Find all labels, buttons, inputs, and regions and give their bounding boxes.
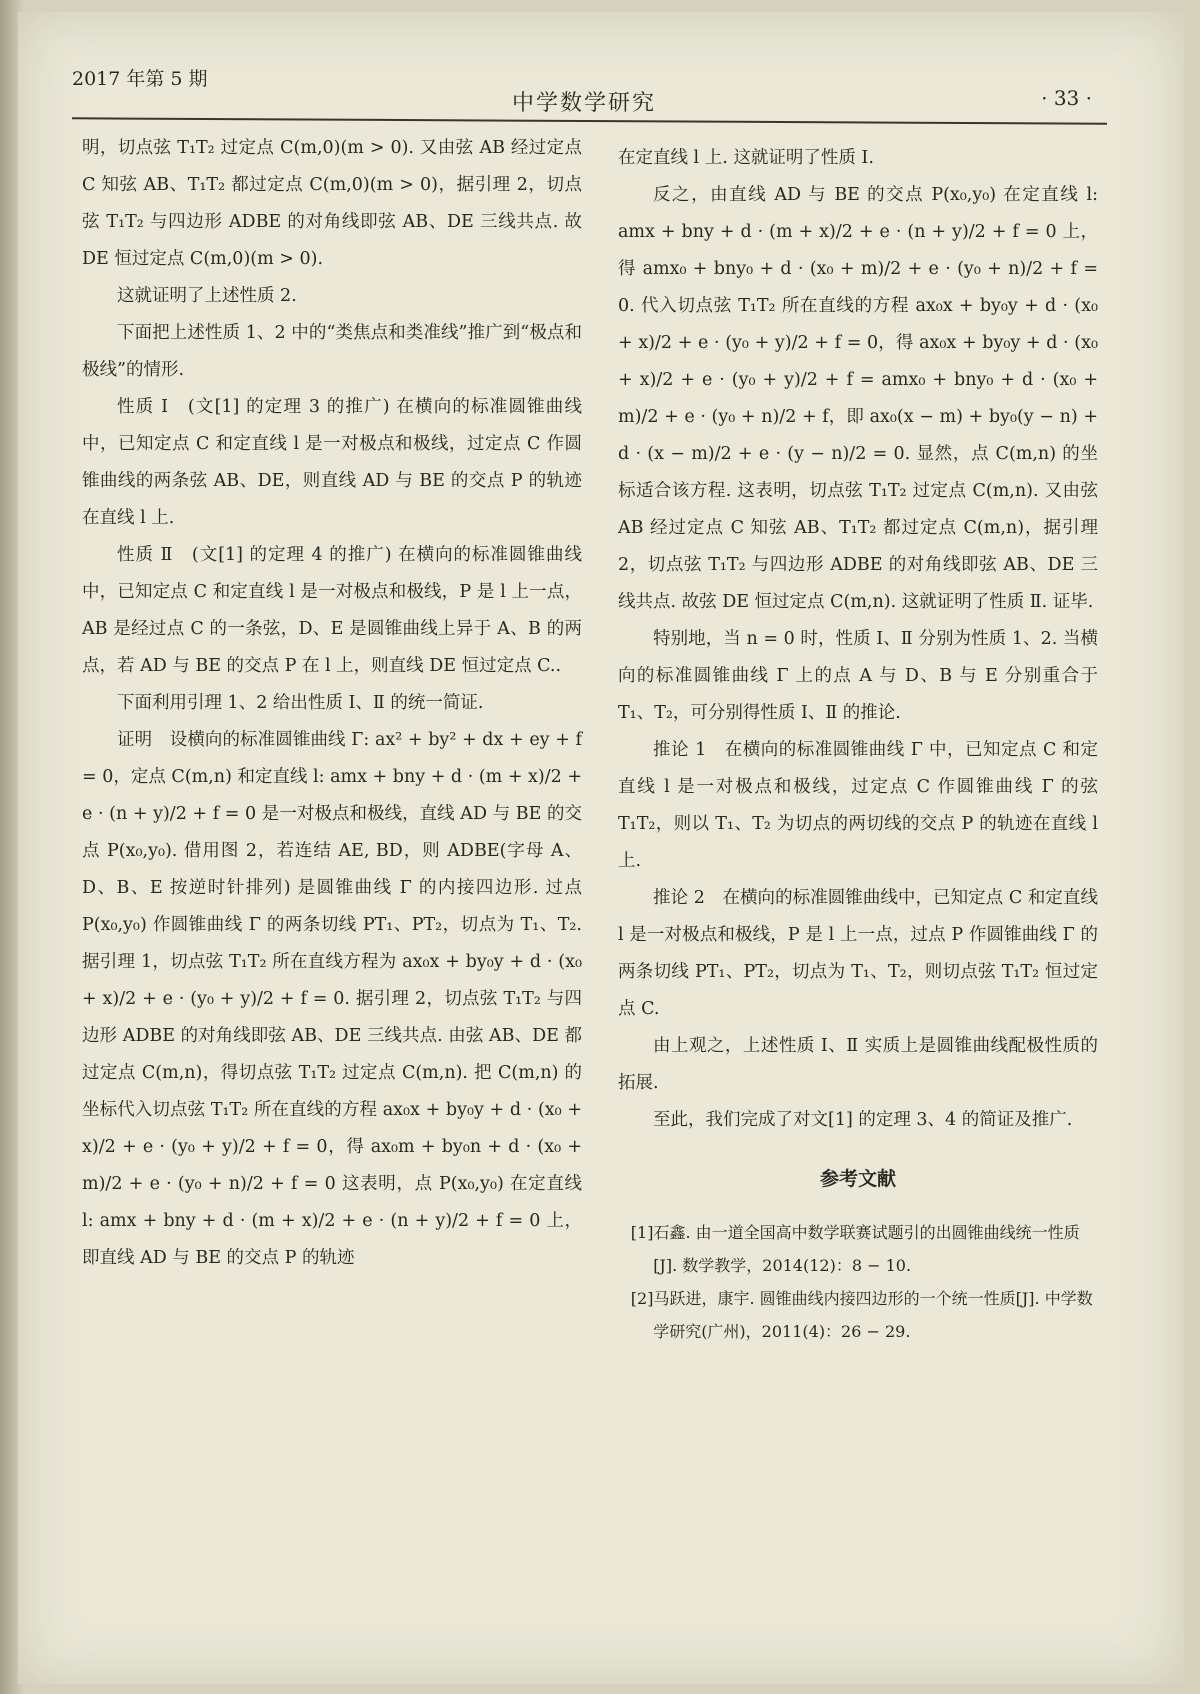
corollary-1: 推论 1 在横向的标准圆锥曲线 Γ 中，已知定点 C 和定直线 l 是一对极点和极线，过定点 C 作圆锥曲线 Γ 的弦 T₁T₂，则以 T₁、T₂ 为切点的两切线的交点 P 的轨迹在直线 l 上. bbox=[618, 740, 1098, 871]
paragraph: 特别地，当 n = 0 时，性质 Ⅰ、Ⅱ 分别为性质 1、2. 当横向的标准圆锥曲线 Γ 上的点 A 与 D、B 与 E 分别重合于 T₁、T₂，可分别得性质 Ⅰ、Ⅱ 的推论. bbox=[618, 629, 1098, 723]
right-column bbox=[618, 140, 1098, 1348]
journal-title: 中学数学研究 bbox=[512, 91, 657, 116]
reference-item: [1]石鑫. 由一道全国高中数学联赛试题引的出圆锥曲线统一性质[J]. 数学教学，2014(12)：8 − 10. bbox=[630, 1223, 1080, 1275]
paragraph: 至此，我们完成了对文[1] 的定理 3、4 的简证及推广. bbox=[653, 1110, 1073, 1130]
running-header bbox=[72, 58, 1102, 118]
property-2: 性质 Ⅱ (文[1] 的定理 4 的推广) 在横向的标准圆锥曲线中，已知定点 C 和定直线 l 是一对极点和极线，P 是 l 上一点，AB 是经过点 C 的一条弦，D、E 是圆锥曲线上异于 A、B 的两点，若 AD 与 BE 的交点 P 在 l 上，则直线 DE 恒过定点 C.. bbox=[82, 545, 582, 676]
paragraph: 明，切点弦 T₁T₂ 过定点 C(m,0)(m > 0). 又由弦 AB 经过定点 C 知弦 AB、T₁T₂ 都过定点 C(m,0)(m > 0)，据引理 2，切点弦 T₁T₂ 与四边形 ADBE 的对角线即弦 AB、DE 三线共点. 故 DE 恒过定点 C(m,0)(m > 0). bbox=[82, 138, 582, 269]
paragraph: 下面利用引理 1、2 给出性质 Ⅰ、Ⅱ 的统一简证. bbox=[117, 693, 484, 713]
paragraph: 反之，由直线 AD 与 BE 的交点 P(x₀,y₀) 在定直线 l: amx + bny + d · (m + x)/2 + e · (n + y)/2 + f = 0 上，得 amx₀ + bny₀ + d · (x₀ + m)/2 + e · (y₀ + n)/2 + f = 0. 代入切点弦 T₁T₂ 所在直线的方程 ax₀x + by₀y + d · (x₀ + x)/2 + e · (y₀ + y)/2 + f = 0，得 ax₀x + by₀y + d · (x₀ + x)/2 + e · (y₀ + y)/2 + f = amx₀ + bny₀ + d · (x₀ + m)/2 + e · (y₀ + n)/2 + f，即 ax₀(x − m) + by₀(y − n) + d · (x − m)/2 + e · (y − n)/2 = 0. 显然，点 C(m,n) 的坐标适合该方程. 这表明，切点弦 T₁T₂ 过定点 C(m,n). 又由弦 AB 经过定点 C 知弦 AB、T₁T₂ 都过定点 C(m,n)，据引理 2，切点弦 T₁T₂ 与四边形 ADBE 的对角线即弦 AB、DE 三线共点. 故弦 DE 恒过定点 C(m,n). 这就证明了性质 Ⅱ. 证毕. bbox=[618, 185, 1098, 612]
corollary-2: 推论 2 在横向的标准圆锥曲线中，已知定点 C 和定直线 l 是一对极点和极线，P 是 l 上一点，过点 P 作圆锥曲线 Γ 的两条切线 PT₁、PT₂，切点为 T₁、T₂，则切点弦 T₁T₂ 恒过定点 C. bbox=[618, 888, 1098, 1019]
page-number: · 33 · bbox=[1041, 86, 1092, 110]
paragraph: 这就证明了上述性质 2. bbox=[117, 286, 297, 306]
reference-item: [2]马跃进，康宇. 圆锥曲线内接四边形的一个统一性质[J]. 中学数学研究(广州)，2011(4)：26 − 29. bbox=[630, 1289, 1093, 1341]
issue-label: 2017 年第 5 期 bbox=[72, 68, 208, 90]
paragraph: 下面把上述性质 1、2 中的“类焦点和类准线”推广到“极点和极线”的情形. bbox=[82, 323, 582, 380]
proof-paragraph: 证明 设横向的标准圆锥曲线 Γ: ax² + by² + dx + ey + f = 0，定点 C(m,n) 和定直线 l: amx + bny + d · (m + x)/2 + e · (n + y)/2 + f = 0 是一对极点和极线，直线 AD 与 BE 的交点 P(x₀,y₀). 借用图 2，若连结 AE, BD，则 ADBE(字母 A、D、B、E 按逆时针排列) 是圆锥曲线 Γ 的内接四边形. 过点 P(x₀,y₀) 作圆锥曲线 Γ 的两条切线 PT₁、PT₂，切点为 T₁、T₂. 据引理 1，切点弦 T₁T₂ 所在直线方程为 ax₀x + by₀y + d · (x₀ + x)/2 + e · (y₀ + y)/2 + f = 0. 据引理 2，切点弦 T₁T₂ 与四边形 ADBE 的对角线即弦 AB、DE 三线共点. 由弦 AB、DE 都过定点 C(m,n)，得切点弦 T₁T₂ 过定点 C(m,n). 把 C(m,n) 的坐标代入切点弦 T₁T₂ 所在直线的方程 ax₀x + by₀y + d · (x₀ + x)/2 + e · (y₀ + y)/2 + f = 0，得 ax₀m + by₀n + d · (x₀ + m)/2 + e · (y₀ + n)/2 + f = 0 这表明，点 P(x₀,y₀) 在定直线 l: amx + bny + d · (m + x)/2 + e · (n + y)/2 + f = 0 上，即直线 AD 与 BE 的交点 P 的轨迹 bbox=[82, 730, 582, 1268]
paragraph: 在定直线 l 上. 这就证明了性质 Ⅰ. bbox=[618, 148, 874, 168]
property-1: 性质 Ⅰ (文[1] 的定理 3 的推广) 在横向的标准圆锥曲线中，已知定点 C 和定直线 l 是一对极点和极线，过定点 C 作圆锥曲线的两条弦 AB、DE，则直线 AD 与 BE 的交点 P 的轨迹在直线 l 上. bbox=[82, 397, 582, 528]
left-column bbox=[82, 130, 582, 1277]
paragraph: 由上观之，上述性质 Ⅰ、Ⅱ 实质上是圆锥曲线配极性质的拓展. bbox=[618, 1036, 1098, 1093]
references-title: 参考文献 bbox=[819, 1168, 896, 1190]
